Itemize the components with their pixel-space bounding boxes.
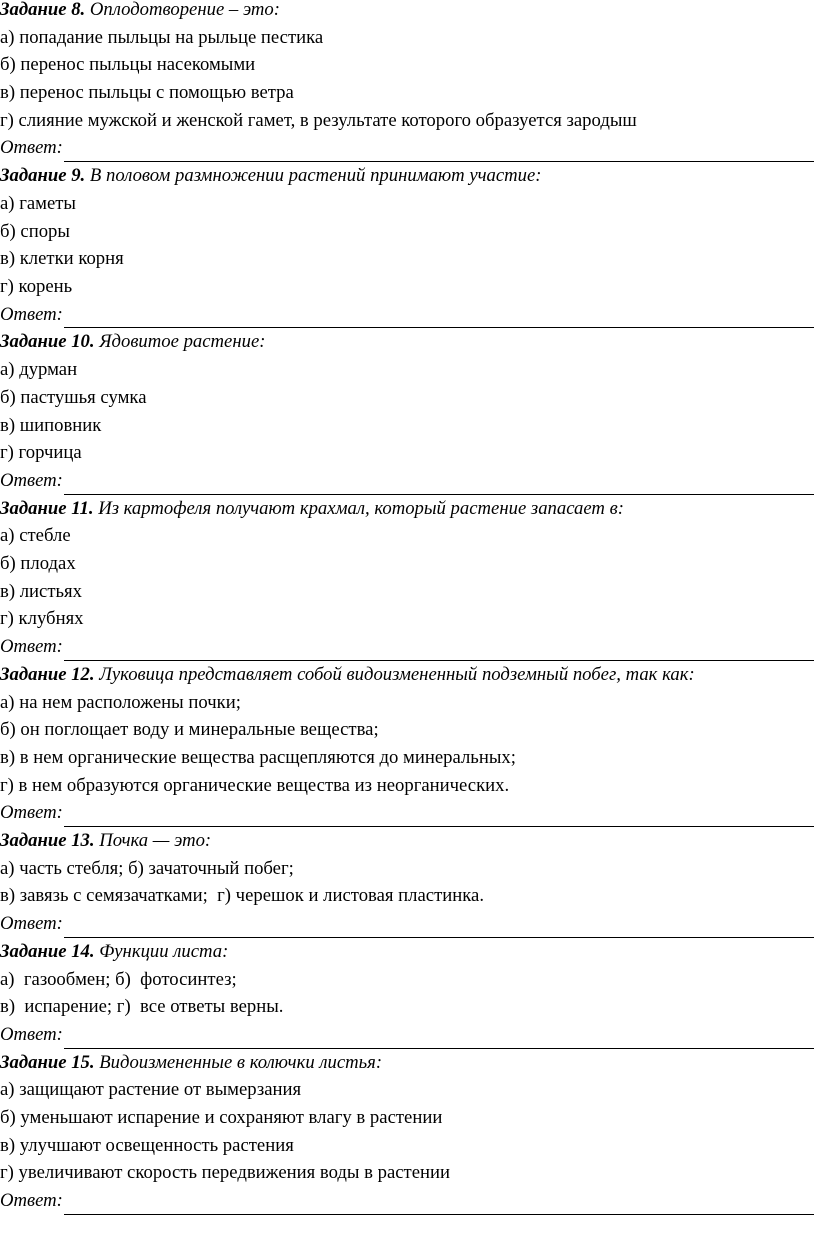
answer-blank-line[interactable]	[64, 916, 814, 938]
answer-blank-line[interactable]	[64, 1193, 814, 1215]
question-prompt: Функции листа:	[94, 940, 229, 962]
question-prompt: Луковица представляет собой видоизмененный подземный побег, так как:	[94, 663, 695, 685]
answer-option: в) в нем органические вещества расщепляются до минеральных;	[0, 746, 516, 768]
answer-option: б) пастушья сумка	[0, 386, 147, 408]
question-prompt: Видоизмененные в колючки листья:	[94, 1051, 383, 1073]
question-title	[0, 661, 695, 689]
answer-blank-line[interactable]	[64, 805, 814, 827]
answer-row	[0, 1021, 814, 1049]
question-title	[0, 938, 228, 966]
answer-label: Ответ:	[0, 469, 63, 491]
answer-row	[0, 1187, 814, 1215]
question-number: Задание 12.	[0, 663, 95, 685]
question-title	[0, 1049, 382, 1077]
question-number: Задание 10.	[0, 331, 95, 353]
answer-row	[0, 301, 814, 329]
answer-label: Ответ:	[0, 802, 63, 824]
answer-blank-line[interactable]	[64, 306, 814, 328]
answer-option: б) плодах	[0, 553, 76, 574]
answer-option: а) защищают растение от вымерзания	[0, 1079, 302, 1101]
answer-option: б) споры	[0, 220, 70, 242]
question-title	[0, 328, 265, 356]
answer-option: г) слияние мужской и женской гамет, в результате которого образуется зародыш	[0, 109, 637, 131]
answer-option: а) гаметы	[0, 192, 76, 214]
answer-blank-line[interactable]	[64, 140, 814, 162]
question-number: Задание 13.	[0, 830, 95, 851]
answer-option: б) он поглощает воду и минеральные вещества;	[0, 719, 379, 741]
answer-option: г) увеличивают скорость передвижения воды в растении	[0, 1162, 451, 1184]
answer-row	[0, 135, 814, 163]
answer-option: в) перенос пыльцы с помощью ветра	[0, 82, 294, 104]
answer-option: г) корень	[0, 276, 73, 297]
answer-row	[0, 910, 814, 938]
answer-option: а) дурман	[0, 359, 78, 381]
question-prompt: Ядовитое растение:	[94, 331, 266, 353]
answer-label: Ответ:	[0, 1190, 63, 1212]
answer-label: Ответ:	[0, 303, 63, 325]
answer-option: а) газообмен; б) фотосинтез;	[0, 968, 237, 990]
answer-label: Ответ:	[0, 636, 63, 658]
answer-option: б) уменьшают испарение и сохраняют влагу в растении	[0, 1107, 443, 1128]
question-prompt: Почка — это:	[94, 830, 212, 851]
answer-row	[0, 799, 814, 827]
answer-blank-line[interactable]	[64, 473, 814, 495]
answer-blank-line[interactable]	[64, 1027, 814, 1049]
answer-option: в) испарение; г) все ответы верны.	[0, 996, 284, 1018]
answer-option: а) часть стебля; б) зачаточный побег;	[0, 857, 294, 879]
question-title	[0, 0, 280, 24]
answer-option: г) горчица	[0, 442, 82, 464]
answer-option: г) в нем образуются органические вещества из неорганических.	[0, 774, 510, 796]
answer-label: Ответ:	[0, 913, 63, 935]
question-number: Задание 8.	[0, 0, 86, 20]
answer-option: в) клетки корня	[0, 248, 124, 270]
question-title	[0, 495, 624, 523]
answer-option: б) перенос пыльцы насекомыми	[0, 54, 256, 76]
question-number: Задание 15.	[0, 1051, 95, 1073]
answer-option: в) листьях	[0, 580, 82, 602]
question-number: Задание 14.	[0, 940, 95, 962]
question-prompt: Оплодотворение – это:	[85, 0, 280, 20]
answer-option: в) улучшают освещенность растения	[0, 1134, 294, 1156]
answer-blank-line[interactable]	[64, 639, 814, 661]
question-prompt: В половом размножении растений принимают участие:	[85, 165, 542, 187]
answer-option: а) стебле	[0, 525, 71, 547]
question-number: Задание 9.	[0, 165, 86, 187]
question-number: Задание 11.	[0, 497, 94, 519]
answer-option: в) шиповник	[0, 414, 102, 436]
answer-row	[0, 467, 814, 495]
question-prompt: Из картофеля получают крахмал, который растение запасает в:	[93, 497, 624, 519]
answer-option: а) на нем расположены почки;	[0, 691, 241, 713]
question-title	[0, 162, 542, 190]
question-title	[0, 827, 211, 855]
answer-row	[0, 633, 814, 661]
answer-option: в) завязь с семязачатками; г) черешок и листовая пластинка.	[0, 885, 485, 907]
answer-label: Ответ:	[0, 137, 63, 159]
answer-label: Ответ:	[0, 1023, 63, 1045]
answer-option: г) клубнях	[0, 608, 84, 630]
answer-option: а) попадание пыльцы на рыльце пестика	[0, 26, 324, 48]
